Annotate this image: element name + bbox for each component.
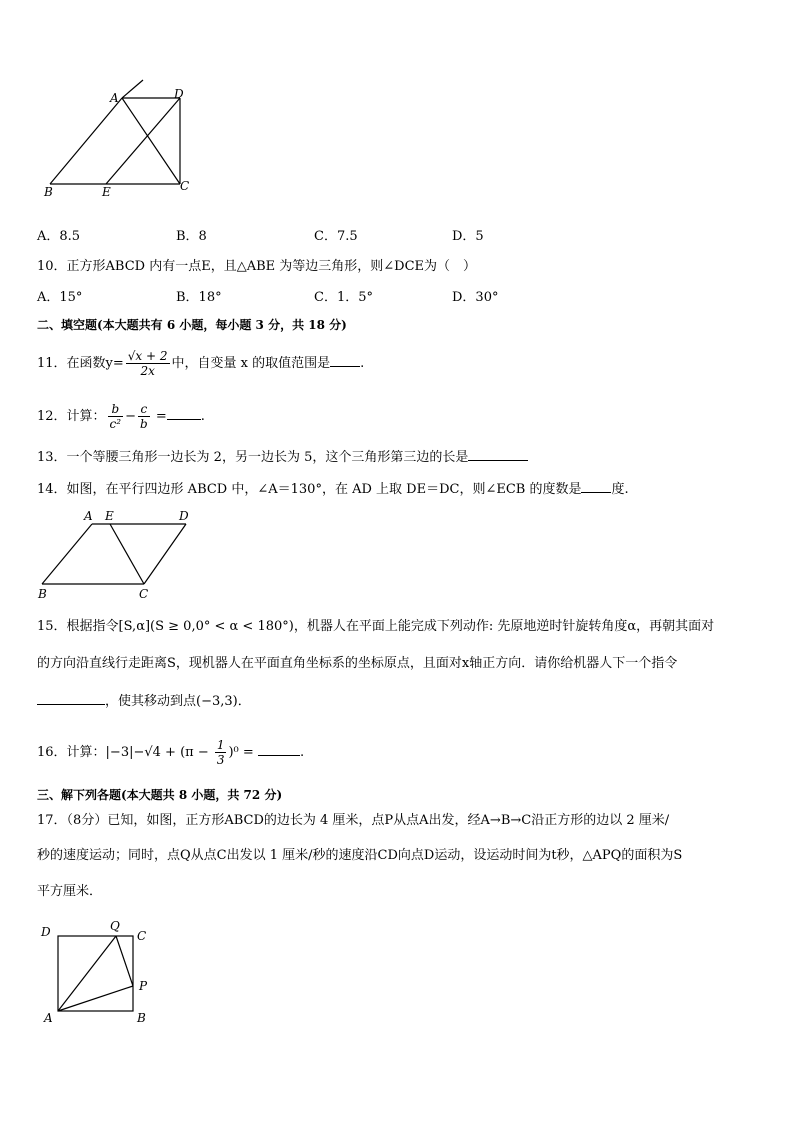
- figure-2: [34, 506, 199, 601]
- q13-answer-blank[interactable]: [468, 447, 528, 461]
- q16-numerator: 1: [216, 738, 225, 752]
- q17-line-1: 17．（8分）已知，如图，正方形ABCD的边长为 4 厘米，点P从点A出发，经A→B→C沿正方形的边以 2 厘米/: [37, 813, 670, 828]
- q15-line-2: 的方向沿直线行走距离S，现机器人在平面直角坐标系的坐标原点，且面对x轴正方向．请你给机器人下一个指令: [37, 656, 678, 671]
- q9-option-d: D．5: [452, 229, 484, 244]
- label-C: C: [180, 179, 190, 193]
- label-D: D: [174, 87, 184, 101]
- label-A: A: [44, 1011, 53, 1025]
- q15-line-3: [37, 691, 251, 711]
- q12-answer-blank[interactable]: [167, 406, 201, 420]
- label-E: E: [105, 509, 114, 523]
- q15-line-1: 15．根据指令[S,α](S ≥ 0,0° < α < 180°)，机器人在平面上能完成下列动作: 先原地逆时针旋转角度α，再朝其面对: [37, 619, 715, 634]
- q16-answer-blank[interactable]: [258, 742, 300, 756]
- label-B: B: [38, 587, 47, 601]
- q12-f2-denominator: b: [139, 417, 148, 431]
- q11: [37, 348, 364, 380]
- label-C: C: [139, 587, 149, 601]
- q11-fraction: [126, 349, 170, 378]
- q17-line-2: 秒的速度运动；同时，点Q从点C出发以 1 厘米/秒的速度沿CD向点D运动，设运动时间为t秒，△APQ的面积为S: [37, 848, 683, 863]
- q11-suffix: 中，自变量 x 的取值范围是: [171, 356, 331, 371]
- q15-line-3-text: ，使其移动到点(−3,3)．: [105, 694, 251, 709]
- section-2-title: 二、填空题(本大题共有 6 小题，每小题 3 分，共 18 分): [37, 318, 347, 332]
- q15-answer-blank[interactable]: [37, 691, 105, 705]
- q16-fraction: [215, 738, 227, 767]
- q12-prefix: 12．计算：: [37, 409, 106, 424]
- q16-denominator: 3: [216, 753, 225, 767]
- q11-numerator: √x + 2: [127, 349, 168, 363]
- q12: [37, 400, 205, 434]
- q12-f1-numerator: b: [108, 402, 124, 417]
- q13-text: 13．一个等腰三角形一边长为 2，另一边长为 5，这个三角形第三边的长是: [37, 450, 469, 465]
- q10-option-c: C．1．5°: [314, 290, 373, 305]
- label-P: P: [139, 979, 148, 993]
- q10-text: 10．正方形ABCD 内有一点E，且△ABE 为等边三角形，则∠DCE为（ ）: [37, 259, 477, 274]
- label-E: E: [102, 185, 111, 199]
- q16: [37, 736, 304, 770]
- q14-answer-blank[interactable]: [581, 479, 611, 493]
- q12-f1-denominator: c²: [109, 417, 122, 431]
- q12-fraction-1: [108, 402, 124, 431]
- q9-option-b: B．8: [176, 229, 207, 244]
- q12-fraction-2: [138, 402, 150, 431]
- figure-1: [40, 76, 200, 201]
- q16-end: .: [299, 745, 305, 760]
- label-B: B: [137, 1011, 146, 1025]
- q10-option-a: A．15°: [37, 290, 83, 305]
- q12-minus: −: [125, 409, 136, 424]
- label-A: A: [110, 91, 119, 105]
- q9-option-a: A．8.5: [37, 229, 81, 244]
- q11-prefix: 11．在函数y=: [37, 356, 124, 371]
- q12-f2-numerator: c: [138, 402, 150, 417]
- label-Q: Q: [110, 919, 120, 933]
- q16-power: )⁰ =: [228, 745, 254, 760]
- label-D: D: [179, 509, 189, 523]
- figure-3: [36, 918, 161, 1028]
- section-3-title: 三、解下列各题(本大题共 8 小题，共 72 分): [37, 788, 283, 802]
- q12-equals: =: [155, 409, 167, 424]
- q10-option-d: D．30°: [452, 290, 499, 305]
- q17-line-3: 平方厘米．: [37, 884, 103, 899]
- q13: [37, 447, 528, 467]
- q14-end: 度.: [611, 482, 629, 497]
- q14: [37, 479, 629, 499]
- q10-option-b: B．18°: [176, 290, 222, 305]
- label-A: A: [84, 509, 93, 523]
- q16-prefix: 16．计算：|−3|−√4 + (π −: [37, 745, 213, 760]
- label-B: B: [44, 185, 53, 199]
- q9-option-c: C．7.5: [314, 229, 358, 244]
- label-D: D: [41, 925, 51, 939]
- q11-denominator: 2x: [140, 364, 155, 378]
- q12-end: .: [200, 409, 205, 424]
- q11-end: .: [360, 356, 365, 371]
- q14-text: 14．如图，在平行四边形 ABCD 中，∠A＝130°，在 AD 上取 DE＝DC，则∠ECB 的度数是: [37, 482, 582, 497]
- q11-answer-blank[interactable]: [330, 353, 360, 367]
- label-C: C: [137, 929, 147, 943]
